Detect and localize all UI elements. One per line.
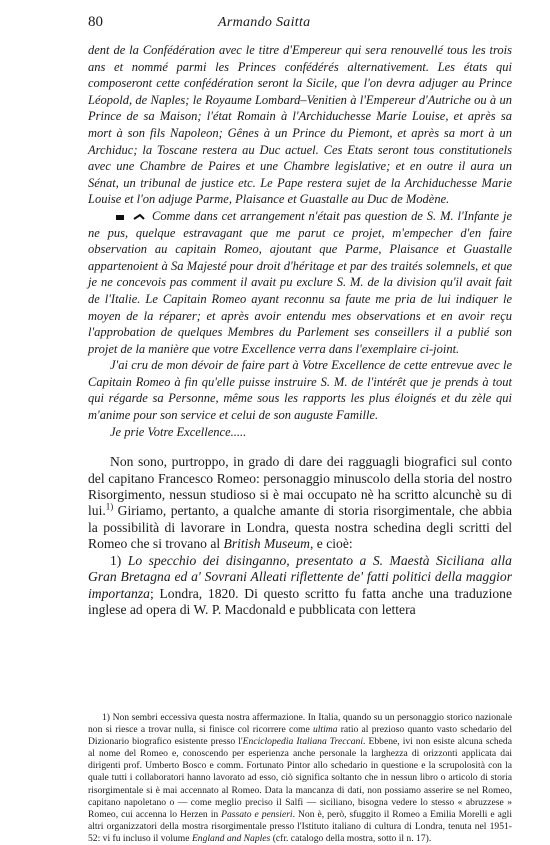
handwritten-mark-icon (114, 213, 148, 221)
quote-paragraph-3: J'ai cru de mon dévoir de faire part à Votre Excellence de cette entrevue avec le Capitain Romeo à fin qu'elle puisse instruire S. M. de l'intérêt que je prends à tout qui régarde sa Personne, même sous les rapports les plus éloignés et du zèle qui m'anime pour son service et celui de son auguste Famille. (88, 358, 512, 423)
footnotes (88, 712, 512, 845)
body-paragraph-1: Non sono, purtroppo, in grado di dare dei ragguagli biografici sul conto del capitano Francesco Romeo: personaggio minuscolo della storia del nostro Risorgimento, nessun studioso si è mai occupato nè ha scritto alcunchè su di lui.$^{1)}$ Giriamo, pertanto, a qualche amante di storia risorgimentale, che abbia la possibilità di lavorare in Londra, questa nostra schedina degli scritti del Romeo che si trovano al British Museum, e cioè: (88, 454, 512, 552)
quote-paragraph-2-text: Comme dans cet arrangement n'était pas question de S. M. l'Infante je ne pus, quelque estravagant que me parut ce projet, m'empecher d'en faire observation au capitain Romeo, ajoutant que Parme, Plaisance et Guastalle appartenoient à Sa Majesté pour droit d'héritage et par des traités solemnels, et que je ne concevois pas comment il avait pu exclure S. M. de la division qu'il avait fait de l'Italie. Le Capitain Romeo ayant reconnu sa faute me pria de lui indiquer le moyen de la réparer; et après avoir entendu mes observations et en avoir reçu l'approbation de quelques Membres du Parlement ses conseillers il a publié son projet de la manière que votre Excellence verra dans l'exemplaire ci-joint. (88, 208, 512, 356)
work-title: Lo specchio dei disinganno, presentato a S. Maestà Siciliana alla Gran Bretagna ed a' Sovrani Alleati riflettente de' fatti politici della maggior importanza (88, 552, 512, 601)
quote-paragraph-2 (88, 208, 512, 357)
running-head: Armando Saitta (218, 15, 311, 30)
footnote-reference: 1) (105, 501, 114, 512)
footnote-1: 1) Non sembri eccessiva questa nostra affermazione. In Italia, quando su un personaggio storico nazionale non si riesce a trovar nulla, si finisce col ricorrere come ultima ratio al prezioso quanto vasto schedario del Dizionario biografico esistente presso l'Enciclopedia Italiana Treccani. Ebbene, ivi non esiste alcuna scheda al nome del Romeo e, conoscendo per esperienza anche personale la larghezza di orizzonti applicata dai dirigenti prof. Umberto Bosco e comm. Fortunato Pintor allo schedario in questione e la scrupolosità con la quale tutti i collaboratori hanno lavorato ad esso, ciò significa soltanto che in nessun libro o articolo di storia risorgimentale si è mai accennato al Romeo. Data la mancanza di dati, non possiamo asserire se nel Romeo, capitano napoletano o — come meglio preciso il Salfi — siciliano, bisogna vedere lo stesso « abruzzese » Romeo, cui accenna lo Herzen in Passato e pensieri. Non è, però, sfuggito il Romeo a Emilia Morelli e agli altri organizzatori della mostra risorgimentale presso l'Istituto italiano di cultura di Londra, tenuta nel 1951-52: vi fu incluso il volume England and Naples (cfr. catalogo della mostra, sotto il n. 17). (88, 712, 512, 844)
quote-paragraph-1: dent de la Confédération avec le titre d'Empereur qui sera renouvellé tous les trois ans et nommé parmi les Princes confédérés alternativement. Les états qui composeront cette confédération seront la Sicile, que l'on devra adjuger au Prince Léopold, de Naples; le Royaume Lombard–Venitien à l'Empereur d'Autriche ou à un Prince de sa Maison; l'état Romain à l'Archiduchesse Marie Louise, et après sa mort à son fils Napoleon; Gênes à un Prince du Piemont, et après sa mort à un Archiduc; la Toscane restera au Duc actuel. Ces Etats seront tous constitutionels avec une Chambre de Paires et une Chambre legislative; et en outre il aura un Sénat, un tribunal de justice etc. Le Pape restera sujet de la Archiduchesse Marie Louise et l'on adjuge Parme, Plaisance et Guastalle au Duc de Modène. (88, 43, 512, 207)
quote-closing: Je prie Votre Excellence..... (110, 424, 247, 439)
body-paragraph-2: 1) Lo specchio dei disinganno, presentato a S. Maestà Siciliana alla Gran Bretagna ed a' Sovrani Alleati riflettente de' fatti politici della maggior importanza; Londra, 1820. Di questo scritto fu fatta anche una traduzione inglese ad opera di W. P. Macdonald e pubblicata con lettera (88, 552, 512, 617)
page-header (88, 14, 512, 38)
footnote-mark: 1) (102, 712, 110, 723)
page-number: 80 (88, 14, 103, 30)
italian-body-text (88, 454, 512, 618)
french-letter-quote (88, 42, 512, 440)
